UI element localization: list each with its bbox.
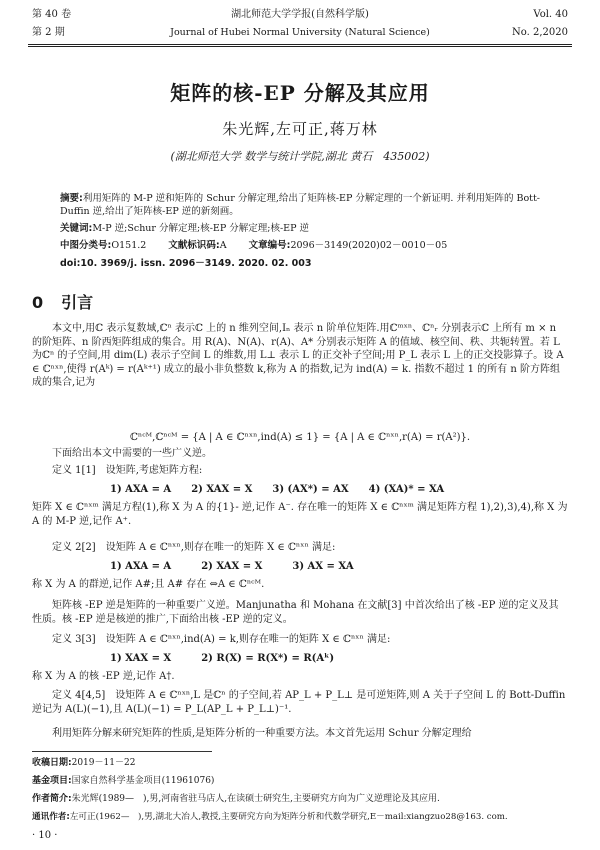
volume-label: 第 40 卷 <box>32 9 72 20</box>
clc-label: 中图分类号: <box>60 240 112 251</box>
doi: doi:10. 3969/j. issn. 2096－3149. 2020. 02. 003 <box>60 258 312 269</box>
footnote-rule <box>32 751 212 752</box>
issue-label: 第 2 期 <box>32 27 65 38</box>
fund-label: 基金项目: <box>32 776 72 786</box>
intro-paragraph-4: 利用矩阵分解来研究矩阵的性质,是矩阵分析的一种重要方法。本文首先运用 Schur 分解定理给 <box>52 728 472 739</box>
header-rule-2 <box>28 46 572 47</box>
doc-code-value: A <box>219 240 227 251</box>
fund-value: 国家自然科学基金项目(11961076) <box>71 776 215 786</box>
corresponding-author <box>32 810 572 824</box>
journal-name-en: Journal of Hubei Normal University (Natural Science) <box>170 27 430 38</box>
definition-2-head: 定义 2[2] 设矩阵 A ∈ ℂⁿˣⁿ,则存在唯一的矩阵 X ∈ ℂⁿˣⁿ 满足: <box>52 542 336 553</box>
abstract-label: 摘要: <box>60 193 83 204</box>
doc-code-label: 文献标识码: <box>168 240 220 251</box>
clc-value: O151.2 <box>111 240 147 251</box>
volume-label-en: Vol. 40 <box>533 9 568 20</box>
author-affiliation: (湖北师范大学 数学与统计学院,湖北 黄石 435002) <box>170 150 430 163</box>
abstract <box>60 192 540 218</box>
journal-name-cn: 湖北师范大学学报(自然科学版) <box>231 9 369 20</box>
intro-paragraph-3: 矩阵核 -EP 逆是矩阵的一种重要广义逆。Manjunatha 和 Mohana 在文献[3] 中首次给出了核 -EP 逆的定义及其性质。核 -EP 逆是核逆的推广,下面给出核 -EP 逆的定义。 <box>32 600 559 625</box>
article-number-label: 文章编号: <box>248 240 291 251</box>
author-bio-label: 作者简介: <box>32 794 72 804</box>
keywords-label: 关键词: <box>60 223 93 234</box>
issue-label-en: No. 2,2020 <box>512 27 568 38</box>
intro-paragraph-2: 下面给出本文中需要的一些广义逆。 <box>52 448 212 459</box>
abstract-text: 利用矩阵的 M-P 逆和矩阵的 Schur 分解定理,给出了矩阵核-EP 分解定理的一个新证明. 并利用矩阵的 Bott-Duffin 逆,给出了矩阵核-EP 逆的新刻画。 <box>60 193 541 217</box>
intro-paragraph-1: 本文中,用ℂ 表示复数域,ℂⁿ 表示ℂ 上的 n 维列空间,Iₙ 表示 n 阶单位矩阵.用ℂᵐˣⁿ、ℂⁿᵣ 分别表示ℂ 上所有 m × n 的阶矩阵、n 阶西矩阵组成的集合。用 R(A)、N(A)、r(A)、A* 分别表示矩阵 A 的值域、核空间、秩、共轭转置。若 L 为ℂⁿ 的子空间,用 dim(L) 表示子空间 L 的维数,用 L⊥ 表示 L 的正交补子空间;用 P_L 表示 L 上的正交投影算子。设 A ∈ ℂⁿˣⁿ,使得 r(Aᵏ) = r(Aᵏ⁺¹) 成立的最小非负整数 k,称为 A 的指数,记为 ind(A) = k. 指数不超过 1 的所有 n 阶方阵组成的集合,记为 <box>32 323 564 389</box>
received-label: 收稿日期: <box>32 758 72 768</box>
definition-3-head: 定义 3[3] 设矩阵 A ∈ ℂⁿˣⁿ,ind(A) = k,则存在唯一的矩阵 X ∈ ℂⁿˣⁿ 满足: <box>52 634 391 645</box>
definition-2-text: 称 X 为 A 的群逆,记作 A#;且 A# 存在 ⇔A ∈ ℂⁿᶜᴹ. <box>32 579 265 590</box>
definition-4: 定义 4[4,5] 设矩阵 A ∈ ℂⁿˣⁿ,L 是ℂⁿ 的子空间,若 AP_L + P_L⊥ 是可逆矩阵,则 A 关于子空间 L 的 Bott-Duffin 逆记为 A(L)(−1),且 A(L)(−1) = P_L(AP_L + P_L⊥)⁻¹. <box>32 690 566 715</box>
formula-cm-set: ℂⁿᶜᴹ,ℂⁿᶜᴹ = {A | A ∈ ℂⁿˣⁿ,ind(A) ≤ 1} = {A | A ∈ ℂⁿˣⁿ,r(A) = r(A²)}. <box>129 432 471 443</box>
author-list: 朱光辉,左可正,蒋万林 <box>222 120 378 138</box>
definition-2-equations: 1) AXA = A 2) XAX = X 3) AX = XA <box>110 561 354 572</box>
classification <box>60 239 540 252</box>
author-bio <box>32 792 572 806</box>
section-number: 0 <box>32 293 44 312</box>
definition-1-equations: 1) AXA = A 2) XAX = X 3) (AX*) = AX 4) (XA)* = XA <box>110 484 445 495</box>
article-title: 矩阵的核-EP 分解及其应用 <box>170 81 430 105</box>
keywords <box>60 222 540 235</box>
received-date <box>32 756 135 770</box>
definition-1-head: 定义 1[1] 设矩阵,考虑矩阵方程: <box>52 465 203 476</box>
page-number: · 10 · <box>32 830 58 841</box>
section-title: 引言 <box>61 293 94 312</box>
article-number-value: 2096－3149(2020)02－0010－05 <box>290 240 448 251</box>
corresponding-label: 通讯作者: <box>32 812 70 822</box>
definition-3-text: 称 X 为 A 的核 -EP 逆,记作 A†. <box>32 671 175 682</box>
section-heading <box>32 290 93 313</box>
definition-1-text: 矩阵 X ∈ ℂⁿˣᵐ 满足方程(1),称 X 为 A 的{1}- 逆,记作 A⁻. 存在唯一的矩阵 X ∈ ℂⁿˣᵐ 满足矩阵方程 1),2),3),4),称 X 为 A 的 M-P 逆,记作 A⁺. <box>32 502 568 527</box>
header-rule <box>28 44 572 45</box>
received-value: 2019－11－22 <box>71 758 136 768</box>
definition-3-equations: 1) XAX = X 2) R(X) = R(X*) = R(Aᵏ) <box>110 653 335 664</box>
corresponding-value: 左可正(1962— ),男,湖北大冶人,教授,主要研究方向为矩阵分析和代数学研究,E－mail:xiangzuo28@163. com. <box>69 812 508 822</box>
keywords-text: M-P 逆;Schur 分解定理;核-EP 分解定理;核-EP 逆 <box>92 223 310 234</box>
fund-project <box>32 774 214 788</box>
author-bio-value: 朱光辉(1989— ),男,河南省驻马店人,在读硕士研究生,主要研究方向为广义逆理论及其应用. <box>71 794 440 804</box>
